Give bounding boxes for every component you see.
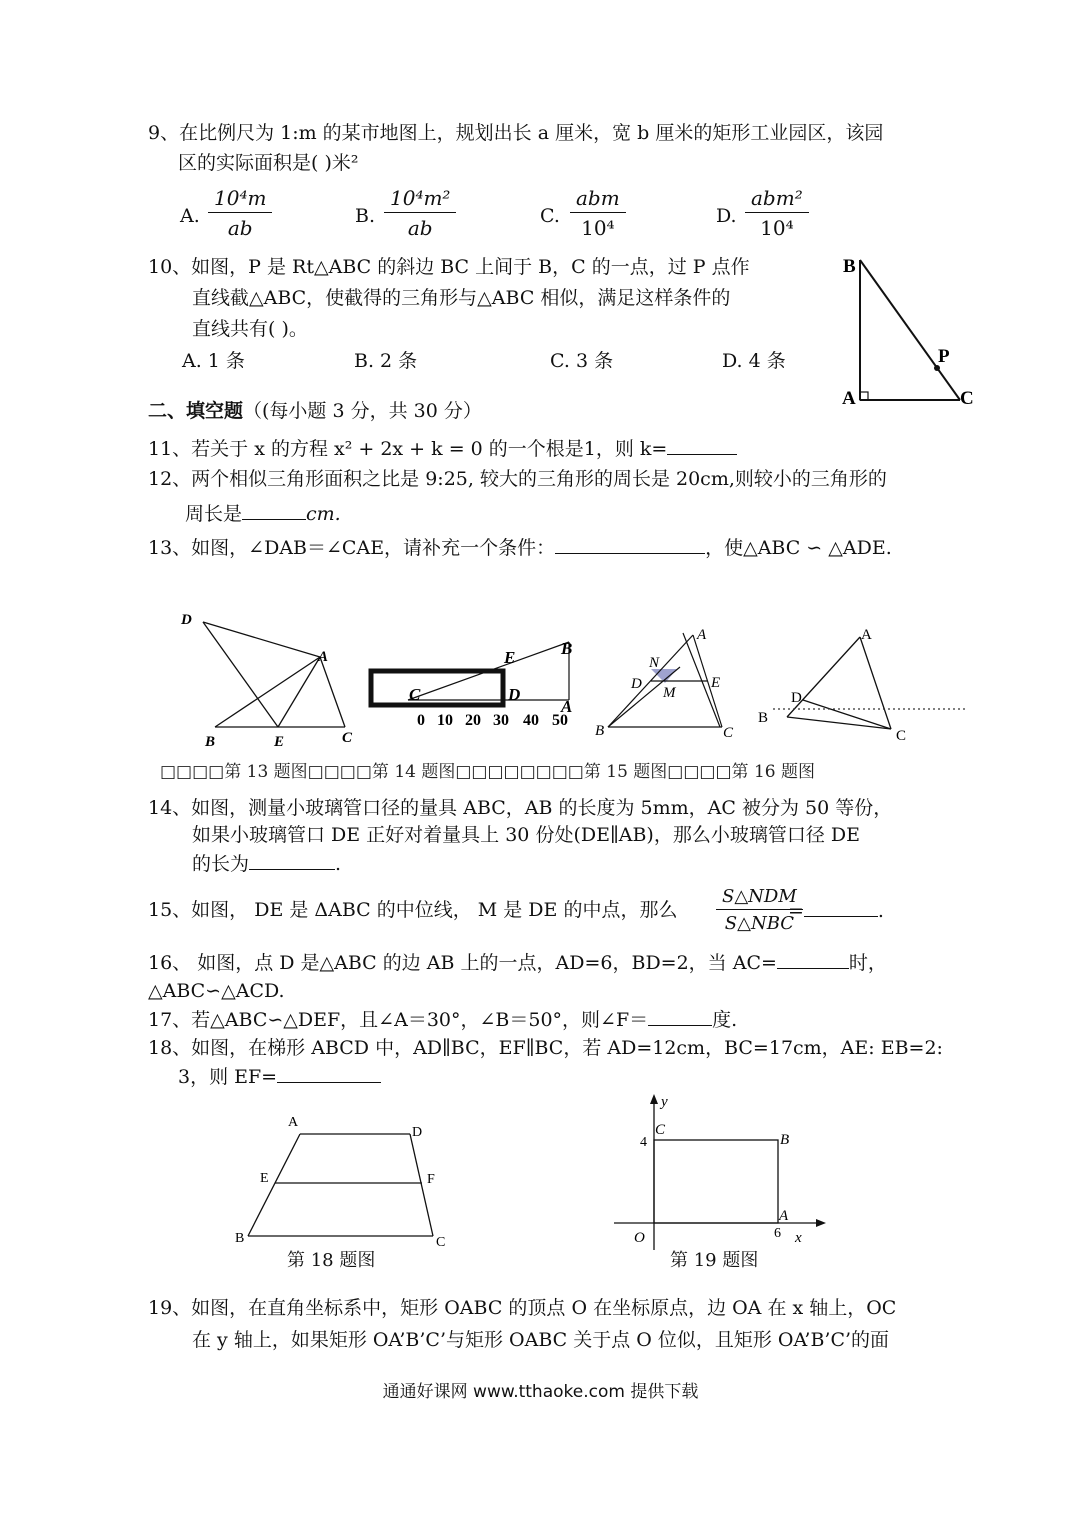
answer-blank[interactable] bbox=[277, 1064, 381, 1083]
q10-option-d: D. 4 条 bbox=[722, 350, 786, 372]
q9-option-d-fraction bbox=[745, 186, 809, 240]
label-c: C bbox=[342, 730, 353, 746]
label-a: A bbox=[318, 649, 329, 665]
section-title: 二、填空题 bbox=[148, 400, 244, 422]
q12-line2 bbox=[185, 501, 341, 526]
q12-unit: cm. bbox=[306, 503, 341, 525]
label-n: N bbox=[649, 655, 660, 671]
ruler-tick: 30 bbox=[493, 712, 509, 729]
q10-option-b: B. 2 条 bbox=[354, 350, 418, 372]
q15-answer bbox=[788, 898, 884, 923]
fraction-numerator: abm bbox=[570, 186, 626, 213]
label-x: x bbox=[795, 1230, 802, 1246]
q14-period: . bbox=[335, 853, 342, 875]
q16-line1 bbox=[148, 950, 887, 975]
label-c: C bbox=[409, 685, 421, 704]
ruler-tick: 40 bbox=[523, 712, 539, 729]
q9-option-c-label: C. bbox=[540, 205, 560, 227]
label-p: P bbox=[938, 346, 950, 367]
q10-line1: 10、如图，P 是 Rt△ABC 的斜边 BC 上间于 B，C 的一点，过 P 点作 bbox=[148, 256, 750, 278]
label-e: E bbox=[504, 648, 516, 667]
q13 bbox=[148, 535, 892, 560]
fraction-numerator: 10⁴m² bbox=[384, 186, 456, 213]
q14-line3-text: 的长为 bbox=[192, 853, 250, 875]
label-b: B bbox=[205, 734, 216, 750]
section-note: （(每小题 3 分，共 30 分） bbox=[243, 400, 482, 422]
label-6: 6 bbox=[774, 1226, 781, 1241]
ruler-tick: 0 bbox=[417, 712, 425, 729]
q13-suffix: ，使△ABC ∽ △ADE. bbox=[705, 537, 892, 559]
q17-text: 17、若△ABC∽△DEF，且∠A＝30°，∠B＝50°，则∠F＝ bbox=[148, 1009, 649, 1031]
q14-line2: 如果小玻璃管口 DE 正好对着量具上 30 份处(DE∥AB)，那么小玻璃管口径 DE bbox=[192, 824, 860, 846]
label-c: C bbox=[896, 728, 907, 744]
q14-line3 bbox=[192, 851, 341, 876]
ruler-tick: 10 bbox=[437, 712, 453, 729]
q9-line1: 9、在比例尺为 1:m 的某市地图上，规划出长 a 厘米，宽 b 厘米的矩形工业园区，该园 bbox=[148, 122, 884, 144]
answer-blank[interactable] bbox=[777, 950, 849, 969]
figure-18-caption: 第 18 题图 bbox=[287, 1250, 376, 1271]
label-o: O bbox=[634, 1230, 645, 1246]
answer-blank[interactable] bbox=[249, 851, 335, 870]
q18-line1: 18、如图，在梯形 ABCD 中，AD∥BC，EF∥BC，若 AD=12cm，BC=17cm，AE: EB=2: bbox=[148, 1037, 943, 1059]
label-y: y bbox=[661, 1094, 668, 1110]
answer-blank[interactable] bbox=[555, 535, 705, 554]
label-c: C bbox=[960, 388, 974, 409]
label-e: E bbox=[274, 734, 285, 750]
section-heading bbox=[148, 399, 482, 423]
q14-line1: 14、如图，测量小玻璃管口径的量具 ABC，AB 的长度为 5mm，AC 被分为 50 等份， bbox=[148, 797, 893, 819]
q9-option-b-fraction bbox=[384, 186, 456, 240]
label-a: A bbox=[842, 388, 856, 409]
answer-blank[interactable] bbox=[804, 898, 878, 917]
label-4: 4 bbox=[640, 1135, 647, 1150]
answer-blank[interactable] bbox=[667, 436, 737, 455]
label-e: E bbox=[260, 1171, 269, 1186]
figure-14 bbox=[371, 639, 572, 729]
label-c: C bbox=[723, 725, 734, 741]
label-a: A bbox=[861, 627, 872, 643]
q10-line3: 直线共有( )。 bbox=[192, 318, 308, 340]
page-footer: 通通好课网 www.tthaoke.com 提供下载 bbox=[382, 1382, 699, 1402]
label-d: D bbox=[181, 612, 192, 628]
q10-option-a: A. 1 条 bbox=[182, 350, 245, 372]
ruler-tick: 20 bbox=[465, 712, 481, 729]
label-b: B bbox=[758, 710, 769, 726]
label-d: D bbox=[508, 685, 521, 704]
answer-blank[interactable] bbox=[648, 1007, 712, 1026]
q18-line2 bbox=[178, 1064, 381, 1089]
fraction-denominator: 10⁴ bbox=[760, 216, 794, 240]
label-a: A bbox=[779, 1208, 789, 1224]
fraction-numerator: 10⁴m bbox=[208, 186, 272, 213]
ruler-tick: 50 bbox=[552, 712, 568, 729]
q18-line2-text: 3，则 EF= bbox=[178, 1066, 278, 1088]
q16-suffix: 时， bbox=[848, 952, 887, 974]
q19-line1: 19、如图，在直角坐标系中，矩形 OABC 的顶点 O 在坐标原点，边 OA 在 x 轴上，OC bbox=[148, 1297, 897, 1319]
q15-equals: = bbox=[788, 900, 804, 922]
figure-19-coordinate-rect bbox=[610, 1090, 830, 1260]
answer-blank[interactable] bbox=[242, 501, 306, 520]
q19-line2: 在 y 轴上，如果矩形 OA’B’C’与矩形 OABC 关于点 O 位似，且矩形 OA’B’C’的面 bbox=[192, 1329, 890, 1351]
q17-suffix: 度. bbox=[712, 1009, 738, 1031]
figure-15 bbox=[595, 627, 734, 741]
q9-option-a-fraction bbox=[208, 186, 272, 240]
label-a: A bbox=[697, 627, 707, 643]
q15-text: 15、如图， DE 是 ΔABC 的中位线， M 是 DE 的中点，那么 bbox=[148, 899, 678, 921]
q9-option-b-label: B. bbox=[355, 205, 376, 227]
label-d: D bbox=[631, 676, 642, 692]
fraction-denominator: ab bbox=[407, 216, 433, 240]
q10-figure-right-triangle bbox=[830, 248, 980, 413]
label-c: C bbox=[436, 1235, 446, 1250]
q9-option-c-fraction bbox=[570, 186, 626, 240]
fraction-numerator: S△NDM bbox=[716, 886, 803, 910]
label-d: D bbox=[412, 1125, 423, 1140]
label-b: B bbox=[561, 639, 573, 658]
label-b: B bbox=[235, 1231, 245, 1246]
figure-16 bbox=[758, 627, 965, 744]
q16-line2: △ABC∽△ACD. bbox=[148, 980, 285, 1002]
q9-line2: 区的实际面积是( )米² bbox=[178, 152, 359, 174]
label-a: A bbox=[288, 1115, 299, 1130]
label-a: A bbox=[561, 697, 573, 716]
q11 bbox=[148, 436, 737, 461]
q12-line2-text: 周长是 bbox=[185, 503, 243, 525]
label-c: C bbox=[655, 1122, 666, 1138]
label-e: E bbox=[711, 675, 721, 691]
fraction-denominator: ab bbox=[227, 216, 253, 240]
q12-line1: 12、两个相似三角形面积之比是 9:25, 较大的三角形的周长是 20cm,则较小的三角形的 bbox=[148, 468, 887, 490]
label-f: F bbox=[427, 1172, 435, 1187]
label-m: M bbox=[663, 685, 676, 701]
fraction-numerator: abm² bbox=[745, 186, 809, 213]
q9-option-a-label: A. bbox=[180, 205, 200, 227]
q10-line2: 直线截△ABC，使截得的三角形与△ABC 相似，满足这样条件的 bbox=[192, 287, 731, 309]
q9-option-d-label: D. bbox=[716, 205, 737, 227]
label-b: B bbox=[780, 1132, 790, 1148]
q16-text: 16、 如图，点 D 是△ABC 的边 AB 上的一点，AD=6，BD=2，当 AC= bbox=[148, 952, 777, 974]
fraction-denominator: S△NBC bbox=[724, 913, 795, 934]
q11-text: 11、若关于 x 的方程 x² + 2x + k = 0 的一个根是1，则 k= bbox=[148, 438, 668, 460]
label-b: B bbox=[595, 723, 605, 739]
fraction-denominator: 10⁴ bbox=[581, 216, 615, 240]
label-d: D bbox=[791, 690, 802, 706]
figure-19-caption: 第 19 题图 bbox=[670, 1250, 759, 1271]
label-b: B bbox=[843, 256, 856, 277]
figure-captions-row: □□□□第 13 题图□□□□第 14 题图□□□□□□□□第 15 题图□□□□第 16 题图 bbox=[160, 762, 815, 782]
figure-13 bbox=[180, 612, 353, 750]
q10-option-c: C. 3 条 bbox=[550, 350, 614, 372]
q17 bbox=[148, 1007, 737, 1032]
q15-period: . bbox=[877, 900, 884, 922]
figures-row bbox=[175, 605, 975, 755]
q13-text: 13、如图，∠DAB＝∠CAE，请补充一个条件： bbox=[148, 537, 556, 559]
